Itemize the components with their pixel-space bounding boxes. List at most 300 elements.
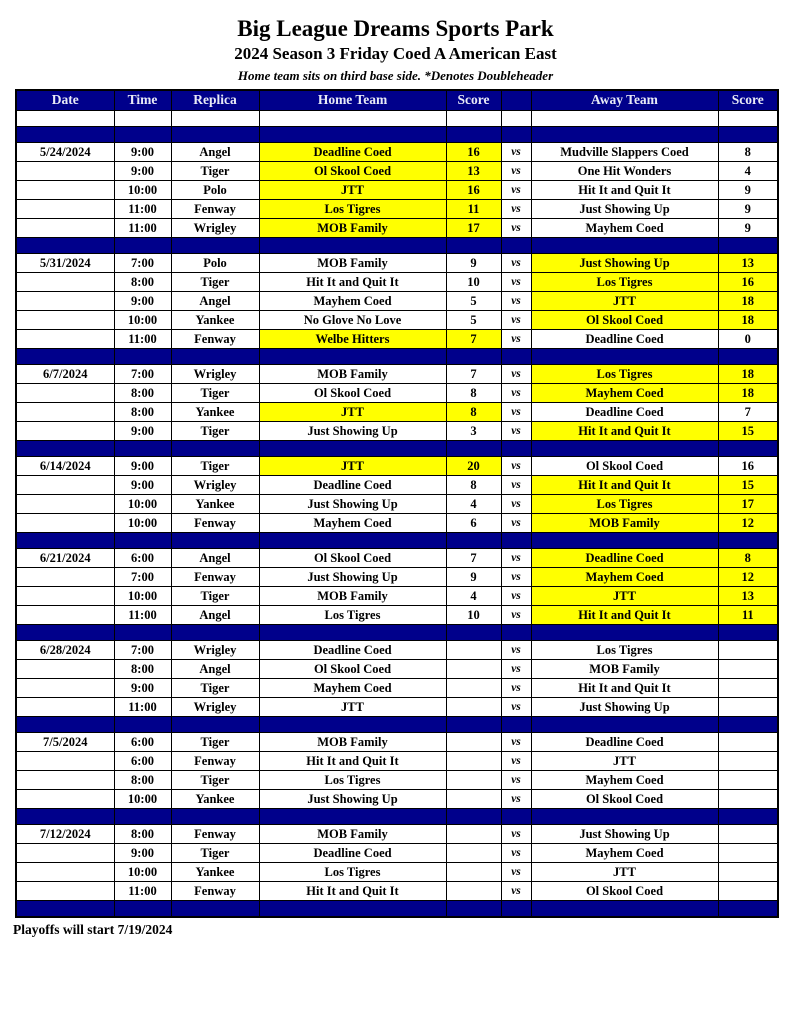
date-cell bbox=[16, 862, 114, 881]
vs-cell: vs bbox=[501, 402, 531, 421]
vs-cell: vs bbox=[501, 770, 531, 789]
time-cell: 11:00 bbox=[114, 329, 171, 348]
home-score-cell bbox=[446, 789, 501, 808]
home-score-cell: 20 bbox=[446, 456, 501, 475]
date-cell bbox=[16, 402, 114, 421]
game-row bbox=[16, 605, 778, 624]
game-row bbox=[16, 494, 778, 513]
home-team-cell: Deadline Coed bbox=[259, 640, 446, 659]
column-header-date: Date bbox=[16, 90, 114, 111]
home-team-cell: Mayhem Coed bbox=[259, 291, 446, 310]
away-team-cell: Los Tigres bbox=[531, 272, 718, 291]
away-team-cell: Just Showing Up bbox=[531, 199, 718, 218]
time-cell: 7:00 bbox=[114, 364, 171, 383]
section-separator-row bbox=[16, 237, 778, 253]
time-cell: 8:00 bbox=[114, 824, 171, 843]
home-score-cell: 9 bbox=[446, 567, 501, 586]
game-row bbox=[16, 732, 778, 751]
vs-cell: vs bbox=[501, 218, 531, 237]
away-team-cell: Hit It and Quit It bbox=[531, 605, 718, 624]
vs-cell: vs bbox=[501, 605, 531, 624]
time-cell: 11:00 bbox=[114, 218, 171, 237]
game-row bbox=[16, 881, 778, 900]
away-team-cell: Hit It and Quit It bbox=[531, 180, 718, 199]
away-team-cell: Hit It and Quit It bbox=[531, 421, 718, 440]
column-header-vs bbox=[501, 90, 531, 111]
game-row bbox=[16, 475, 778, 494]
replica-cell: Tiger bbox=[171, 770, 259, 789]
away-score-cell: 16 bbox=[718, 456, 778, 475]
vs-cell: vs bbox=[501, 678, 531, 697]
away-team-cell: Hit It and Quit It bbox=[531, 678, 718, 697]
game-row bbox=[16, 586, 778, 605]
away-score-cell bbox=[718, 697, 778, 716]
replica-cell: Wrigley bbox=[171, 640, 259, 659]
game-row bbox=[16, 253, 778, 272]
column-header-score: Score bbox=[446, 90, 501, 111]
vs-cell: vs bbox=[501, 199, 531, 218]
vs-cell: vs bbox=[501, 824, 531, 843]
time-cell: 10:00 bbox=[114, 310, 171, 329]
game-row bbox=[16, 843, 778, 862]
away-team-cell: Just Showing Up bbox=[531, 697, 718, 716]
away-team-cell: Deadline Coed bbox=[531, 732, 718, 751]
away-score-cell: 9 bbox=[718, 199, 778, 218]
replica-cell: Fenway bbox=[171, 513, 259, 532]
vs-cell: vs bbox=[501, 456, 531, 475]
game-row bbox=[16, 310, 778, 329]
date-cell bbox=[16, 770, 114, 789]
away-score-cell: 8 bbox=[718, 548, 778, 567]
home-score-cell: 7 bbox=[446, 548, 501, 567]
home-team-cell: Deadline Coed bbox=[259, 843, 446, 862]
away-score-cell bbox=[718, 843, 778, 862]
home-team-cell: MOB Family bbox=[259, 364, 446, 383]
date-cell: 7/5/2024 bbox=[16, 732, 114, 751]
vs-cell: vs bbox=[501, 732, 531, 751]
time-cell: 7:00 bbox=[114, 567, 171, 586]
vs-cell: vs bbox=[501, 383, 531, 402]
time-cell: 10:00 bbox=[114, 586, 171, 605]
date-cell bbox=[16, 161, 114, 180]
section-separator-row bbox=[16, 808, 778, 824]
game-row bbox=[16, 789, 778, 808]
home-score-cell: 8 bbox=[446, 383, 501, 402]
home-team-cell: Deadline Coed bbox=[259, 142, 446, 161]
schedule-table bbox=[15, 89, 779, 918]
date-cell bbox=[16, 180, 114, 199]
away-team-cell: Mayhem Coed bbox=[531, 567, 718, 586]
away-team-cell: Deadline Coed bbox=[531, 548, 718, 567]
column-header-replica: Replica bbox=[171, 90, 259, 111]
away-team-cell: Just Showing Up bbox=[531, 824, 718, 843]
column-header-home-team: Home Team bbox=[259, 90, 446, 111]
game-row bbox=[16, 364, 778, 383]
time-cell: 9:00 bbox=[114, 421, 171, 440]
date-cell bbox=[16, 218, 114, 237]
away-team-cell: MOB Family bbox=[531, 659, 718, 678]
away-score-cell bbox=[718, 770, 778, 789]
date-cell bbox=[16, 843, 114, 862]
away-score-cell bbox=[718, 732, 778, 751]
date-cell bbox=[16, 475, 114, 494]
replica-cell: Yankee bbox=[171, 310, 259, 329]
replica-cell: Polo bbox=[171, 253, 259, 272]
vs-cell: vs bbox=[501, 881, 531, 900]
replica-cell: Tiger bbox=[171, 272, 259, 291]
away-team-cell: Deadline Coed bbox=[531, 402, 718, 421]
game-row bbox=[16, 770, 778, 789]
away-team-cell: Los Tigres bbox=[531, 640, 718, 659]
home-score-cell bbox=[446, 732, 501, 751]
home-team-cell: Just Showing Up bbox=[259, 789, 446, 808]
vs-cell: vs bbox=[501, 640, 531, 659]
date-cell: 5/31/2024 bbox=[16, 253, 114, 272]
vs-cell: vs bbox=[501, 253, 531, 272]
home-score-cell: 5 bbox=[446, 291, 501, 310]
home-team-cell: JTT bbox=[259, 697, 446, 716]
away-team-cell: Ol Skool Coed bbox=[531, 456, 718, 475]
game-row bbox=[16, 142, 778, 161]
away-score-cell bbox=[718, 881, 778, 900]
game-row bbox=[16, 218, 778, 237]
time-cell: 10:00 bbox=[114, 789, 171, 808]
vs-cell: vs bbox=[501, 180, 531, 199]
replica-cell: Polo bbox=[171, 180, 259, 199]
replica-cell: Fenway bbox=[171, 567, 259, 586]
away-score-cell bbox=[718, 678, 778, 697]
time-cell: 8:00 bbox=[114, 272, 171, 291]
away-score-cell: 16 bbox=[718, 272, 778, 291]
away-team-cell: JTT bbox=[531, 586, 718, 605]
home-team-cell: MOB Family bbox=[259, 586, 446, 605]
home-team-cell: Just Showing Up bbox=[259, 494, 446, 513]
time-cell: 9:00 bbox=[114, 843, 171, 862]
away-team-cell: Deadline Coed bbox=[531, 329, 718, 348]
home-team-cell: Los Tigres bbox=[259, 199, 446, 218]
away-score-cell: 9 bbox=[718, 180, 778, 199]
section-separator-row bbox=[16, 900, 778, 917]
page-title: Big League Dreams Sports Park bbox=[237, 16, 554, 41]
replica-cell: Angel bbox=[171, 291, 259, 310]
game-row bbox=[16, 697, 778, 716]
date-cell: 7/12/2024 bbox=[16, 824, 114, 843]
home-team-cell: MOB Family bbox=[259, 218, 446, 237]
vs-cell: vs bbox=[501, 862, 531, 881]
date-cell bbox=[16, 678, 114, 697]
away-team-cell: Mayhem Coed bbox=[531, 218, 718, 237]
vs-cell: vs bbox=[501, 659, 531, 678]
time-cell: 9:00 bbox=[114, 291, 171, 310]
home-team-cell: MOB Family bbox=[259, 824, 446, 843]
section-separator-row bbox=[16, 532, 778, 548]
away-score-cell: 7 bbox=[718, 402, 778, 421]
home-score-cell: 13 bbox=[446, 161, 501, 180]
home-score-cell bbox=[446, 751, 501, 770]
home-team-cell: Welbe Hitters bbox=[259, 329, 446, 348]
replica-cell: Fenway bbox=[171, 329, 259, 348]
away-team-cell: Mudville Slappers Coed bbox=[531, 142, 718, 161]
game-row bbox=[16, 421, 778, 440]
home-team-cell: Deadline Coed bbox=[259, 475, 446, 494]
time-cell: 11:00 bbox=[114, 199, 171, 218]
replica-cell: Tiger bbox=[171, 732, 259, 751]
away-score-cell: 17 bbox=[718, 494, 778, 513]
date-cell bbox=[16, 329, 114, 348]
away-team-cell: Mayhem Coed bbox=[531, 770, 718, 789]
away-score-cell bbox=[718, 824, 778, 843]
vs-cell: vs bbox=[501, 421, 531, 440]
replica-cell: Wrigley bbox=[171, 475, 259, 494]
time-cell: 8:00 bbox=[114, 383, 171, 402]
time-cell: 9:00 bbox=[114, 142, 171, 161]
time-cell: 9:00 bbox=[114, 475, 171, 494]
time-cell: 11:00 bbox=[114, 605, 171, 624]
game-row bbox=[16, 180, 778, 199]
away-team-cell: Mayhem Coed bbox=[531, 383, 718, 402]
game-row bbox=[16, 567, 778, 586]
vs-cell: vs bbox=[501, 161, 531, 180]
home-team-cell: Hit It and Quit It bbox=[259, 881, 446, 900]
date-cell bbox=[16, 199, 114, 218]
date-cell bbox=[16, 494, 114, 513]
away-score-cell bbox=[718, 751, 778, 770]
replica-cell: Fenway bbox=[171, 824, 259, 843]
home-score-cell: 10 bbox=[446, 605, 501, 624]
home-score-cell: 8 bbox=[446, 402, 501, 421]
away-score-cell bbox=[718, 789, 778, 808]
home-team-cell: No Glove No Love bbox=[259, 310, 446, 329]
game-row bbox=[16, 513, 778, 532]
replica-cell: Fenway bbox=[171, 751, 259, 770]
replica-cell: Angel bbox=[171, 142, 259, 161]
replica-cell: Angel bbox=[171, 605, 259, 624]
date-cell bbox=[16, 751, 114, 770]
away-team-cell: One Hit Wonders bbox=[531, 161, 718, 180]
home-team-cell: MOB Family bbox=[259, 253, 446, 272]
replica-cell: Wrigley bbox=[171, 697, 259, 716]
home-score-cell bbox=[446, 770, 501, 789]
away-team-cell: MOB Family bbox=[531, 513, 718, 532]
vs-cell: vs bbox=[501, 548, 531, 567]
home-team-cell: JTT bbox=[259, 402, 446, 421]
game-row bbox=[16, 161, 778, 180]
home-score-cell bbox=[446, 862, 501, 881]
date-cell bbox=[16, 586, 114, 605]
home-team-cell: JTT bbox=[259, 180, 446, 199]
away-score-cell: 18 bbox=[718, 383, 778, 402]
away-team-cell: Los Tigres bbox=[531, 494, 718, 513]
time-cell: 9:00 bbox=[114, 161, 171, 180]
game-row bbox=[16, 751, 778, 770]
home-score-cell: 17 bbox=[446, 218, 501, 237]
vs-cell: vs bbox=[501, 475, 531, 494]
date-cell bbox=[16, 881, 114, 900]
home-score-cell bbox=[446, 659, 501, 678]
home-team-cell: Just Showing Up bbox=[259, 567, 446, 586]
replica-cell: Yankee bbox=[171, 862, 259, 881]
date-cell: 6/28/2024 bbox=[16, 640, 114, 659]
home-team-cell: Ol Skool Coed bbox=[259, 548, 446, 567]
away-score-cell: 9 bbox=[718, 218, 778, 237]
home-score-cell: 7 bbox=[446, 329, 501, 348]
home-score-cell bbox=[446, 881, 501, 900]
time-cell: 6:00 bbox=[114, 732, 171, 751]
home-score-cell bbox=[446, 640, 501, 659]
replica-cell: Tiger bbox=[171, 678, 259, 697]
vs-cell: vs bbox=[501, 364, 531, 383]
replica-cell: Yankee bbox=[171, 402, 259, 421]
date-cell bbox=[16, 567, 114, 586]
home-team-cell: Ol Skool Coed bbox=[259, 383, 446, 402]
vs-cell: vs bbox=[501, 843, 531, 862]
home-score-cell: 7 bbox=[446, 364, 501, 383]
away-score-cell: 8 bbox=[718, 142, 778, 161]
vs-cell: vs bbox=[501, 567, 531, 586]
date-cell bbox=[16, 605, 114, 624]
away-score-cell: 18 bbox=[718, 364, 778, 383]
home-team-cell: Hit It and Quit It bbox=[259, 751, 446, 770]
away-team-cell: JTT bbox=[531, 291, 718, 310]
away-score-cell bbox=[718, 659, 778, 678]
home-score-cell: 4 bbox=[446, 586, 501, 605]
away-team-cell: Los Tigres bbox=[531, 364, 718, 383]
home-score-cell: 9 bbox=[446, 253, 501, 272]
away-team-cell: JTT bbox=[531, 751, 718, 770]
column-header-time: Time bbox=[114, 90, 171, 111]
date-cell bbox=[16, 383, 114, 402]
away-team-cell: Just Showing Up bbox=[531, 253, 718, 272]
time-cell: 10:00 bbox=[114, 180, 171, 199]
table-header-row bbox=[16, 90, 778, 111]
away-score-cell: 15 bbox=[718, 421, 778, 440]
vs-cell: vs bbox=[501, 291, 531, 310]
home-score-cell bbox=[446, 843, 501, 862]
date-cell bbox=[16, 421, 114, 440]
away-team-cell: Ol Skool Coed bbox=[531, 789, 718, 808]
home-score-cell: 4 bbox=[446, 494, 501, 513]
home-team-cell: Los Tigres bbox=[259, 770, 446, 789]
replica-cell: Wrigley bbox=[171, 364, 259, 383]
replica-cell: Tiger bbox=[171, 586, 259, 605]
game-row bbox=[16, 402, 778, 421]
column-header-away-team: Away Team bbox=[531, 90, 718, 111]
game-row bbox=[16, 678, 778, 697]
page-subtitle: 2024 Season 3 Friday Coed A American East bbox=[234, 44, 557, 64]
time-cell: 7:00 bbox=[114, 640, 171, 659]
home-team-note: Home team sits on third base side. *Denotes Doubleheader bbox=[237, 67, 554, 83]
date-cell bbox=[16, 272, 114, 291]
vs-cell: vs bbox=[501, 142, 531, 161]
away-score-cell: 13 bbox=[718, 586, 778, 605]
date-cell: 6/21/2024 bbox=[16, 548, 114, 567]
replica-cell: Angel bbox=[171, 548, 259, 567]
time-cell: 6:00 bbox=[114, 548, 171, 567]
time-cell: 10:00 bbox=[114, 513, 171, 532]
time-cell: 8:00 bbox=[114, 770, 171, 789]
home-team-cell: Hit It and Quit It bbox=[259, 272, 446, 291]
away-team-cell: Hit It and Quit It bbox=[531, 475, 718, 494]
section-separator-row bbox=[16, 624, 778, 640]
home-team-cell: MOB Family bbox=[259, 732, 446, 751]
time-cell: 11:00 bbox=[114, 881, 171, 900]
home-team-cell: JTT bbox=[259, 456, 446, 475]
home-team-cell: Mayhem Coed bbox=[259, 513, 446, 532]
game-row bbox=[16, 659, 778, 678]
replica-cell: Fenway bbox=[171, 199, 259, 218]
game-row bbox=[16, 272, 778, 291]
section-separator-row bbox=[16, 440, 778, 456]
away-score-cell: 18 bbox=[718, 291, 778, 310]
away-score-cell: 13 bbox=[718, 253, 778, 272]
home-score-cell bbox=[446, 824, 501, 843]
home-team-cell: Los Tigres bbox=[259, 605, 446, 624]
playoffs-note: Playoffs will start 7/19/2024 bbox=[13, 921, 173, 937]
home-score-cell: 6 bbox=[446, 513, 501, 532]
home-team-cell: Los Tigres bbox=[259, 862, 446, 881]
replica-cell: Yankee bbox=[171, 789, 259, 808]
replica-cell: Tiger bbox=[171, 161, 259, 180]
home-team-cell: Ol Skool Coed bbox=[259, 659, 446, 678]
away-score-cell: 11 bbox=[718, 605, 778, 624]
home-score-cell: 16 bbox=[446, 142, 501, 161]
time-cell: 11:00 bbox=[114, 697, 171, 716]
replica-cell: Tiger bbox=[171, 843, 259, 862]
away-score-cell bbox=[718, 862, 778, 881]
game-row bbox=[16, 199, 778, 218]
away-team-cell: Ol Skool Coed bbox=[531, 310, 718, 329]
date-cell bbox=[16, 659, 114, 678]
vs-cell: vs bbox=[501, 310, 531, 329]
replica-cell: Wrigley bbox=[171, 218, 259, 237]
time-cell: 10:00 bbox=[114, 494, 171, 513]
blank-row bbox=[16, 110, 778, 126]
section-separator-row bbox=[16, 348, 778, 364]
date-cell bbox=[16, 789, 114, 808]
replica-cell: Angel bbox=[171, 659, 259, 678]
vs-cell: vs bbox=[501, 513, 531, 532]
date-cell bbox=[16, 291, 114, 310]
away-score-cell: 0 bbox=[718, 329, 778, 348]
replica-cell: Yankee bbox=[171, 494, 259, 513]
away-score-cell: 12 bbox=[718, 567, 778, 586]
time-cell: 6:00 bbox=[114, 751, 171, 770]
home-score-cell: 3 bbox=[446, 421, 501, 440]
vs-cell: vs bbox=[501, 789, 531, 808]
away-team-cell: Ol Skool Coed bbox=[531, 881, 718, 900]
date-cell bbox=[16, 513, 114, 532]
replica-cell: Fenway bbox=[171, 881, 259, 900]
date-cell bbox=[16, 697, 114, 716]
home-score-cell bbox=[446, 697, 501, 716]
game-row bbox=[16, 291, 778, 310]
game-row bbox=[16, 862, 778, 881]
away-team-cell: Mayhem Coed bbox=[531, 843, 718, 862]
time-cell: 8:00 bbox=[114, 402, 171, 421]
home-team-cell: Ol Skool Coed bbox=[259, 161, 446, 180]
time-cell: 9:00 bbox=[114, 678, 171, 697]
home-score-cell: 11 bbox=[446, 199, 501, 218]
away-score-cell bbox=[718, 640, 778, 659]
away-team-cell: JTT bbox=[531, 862, 718, 881]
column-header-score: Score bbox=[718, 90, 778, 111]
away-score-cell: 4 bbox=[718, 161, 778, 180]
home-score-cell: 10 bbox=[446, 272, 501, 291]
time-cell: 8:00 bbox=[114, 659, 171, 678]
game-row bbox=[16, 640, 778, 659]
away-score-cell: 15 bbox=[718, 475, 778, 494]
date-cell: 6/14/2024 bbox=[16, 456, 114, 475]
